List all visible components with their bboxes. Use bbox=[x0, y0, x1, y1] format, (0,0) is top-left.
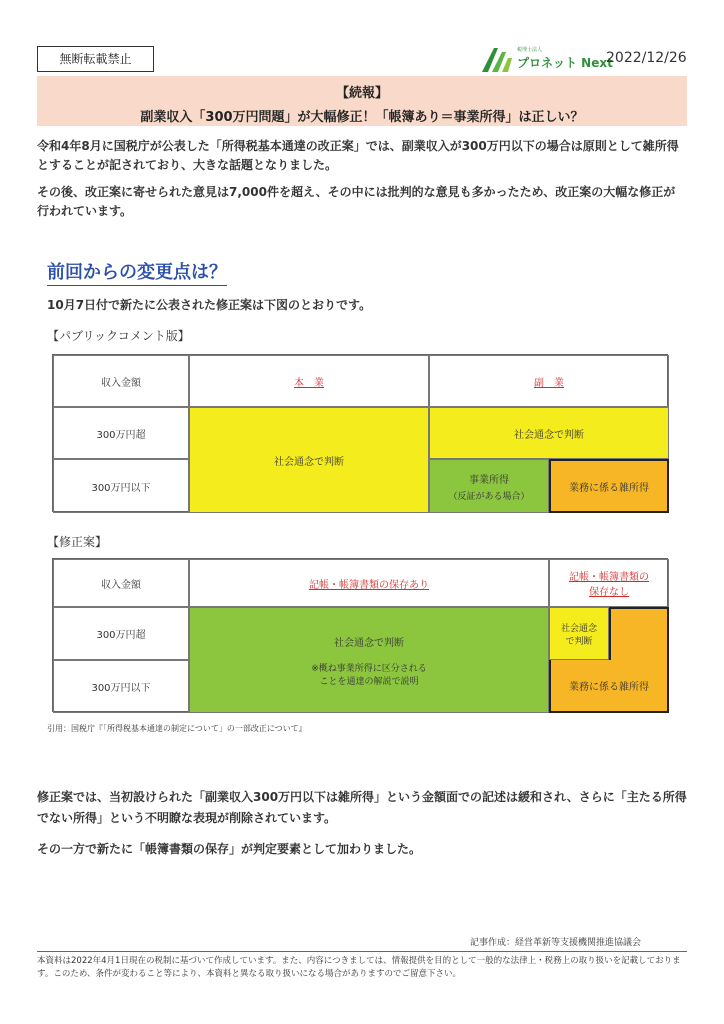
company-logo bbox=[480, 42, 613, 74]
publish-date: 2022/12/26 bbox=[606, 50, 687, 66]
conclusion-paragraph-1: 修正案では、当初設けられた「副業収入300万円以下は雑所得」という金額面での記述は緩和され、さらに「主たる所得でない所得」という不明瞭な表現が削除されています。 bbox=[37, 790, 687, 825]
conclusion-paragraph-2: その一方で新たに「帳簿書類の保存」が判定要素として加わりました。 bbox=[37, 842, 422, 856]
footer-divider bbox=[37, 951, 687, 952]
logo-mark-icon bbox=[480, 44, 514, 74]
public-comment-table bbox=[52, 354, 668, 512]
table2-header-books: 記帳・帳簿書類の保存あり bbox=[189, 559, 549, 607]
disclaimer: 本資料は2022年4月1日現在の税制に基づいて作成しています。また、内容につきましては、情報提供を目的として一般的な法律上・税務上の取り扱いを記載しております。このため、条件が変わること等により、本資料と異なる取り扱いになる場合がありますのでご留意下さい。 bbox=[37, 956, 681, 979]
section-subtext: 10月7日付で新たに公表された修正案は下図のとおりです。 bbox=[47, 298, 372, 312]
citation: 引用：国税庁『「所得税基本通達の制定について」の一部改正について』 bbox=[47, 724, 307, 733]
intro-paragraph-1: 令和4年8月に国税庁が公表した「所得税基本通達の改正案」では、副業収入が300万円以下の場合は原則として雑所得とすることが記されており、大きな話題となりました。 bbox=[37, 139, 679, 172]
table1-header-income: 収入金額 bbox=[53, 355, 189, 407]
section-heading: 前回からの変更点は？ bbox=[47, 258, 227, 286]
table2-misc-income: 業務に係る雑所得 bbox=[549, 660, 669, 713]
table2-small-judge: 社会通念 で判断 bbox=[549, 607, 609, 660]
table2-row-over: 300万円超 bbox=[53, 607, 189, 660]
logo-subtitle: 税理士法人 bbox=[517, 47, 543, 53]
table1-business-income: 事業所得 （反証がある場合） bbox=[429, 459, 549, 513]
table1-side-judge: 社会通念で判断 bbox=[429, 407, 669, 459]
table2-header-income: 収入金額 bbox=[53, 559, 189, 607]
intro-paragraph-2: その後、改正案に寄せられた意見は7,000件を超え、その中には批判的な意見も多かったため、改正案の大幅な修正が行われています。 bbox=[37, 185, 676, 218]
table2-row-under: 300万円以下 bbox=[53, 660, 189, 713]
article-author: 記事作成：経営革新等支援機関推進協議会 bbox=[470, 938, 642, 948]
table2-judge: 社会通念で判断 ※概ね事業所得に区分される ことを通達の解説で説明 bbox=[189, 607, 549, 713]
revised-table bbox=[52, 558, 668, 712]
logo-text: プロネット Next bbox=[517, 56, 613, 70]
table1-label: 【パブリックコメント版】 bbox=[47, 329, 190, 343]
table1-header-main: 本 業 bbox=[189, 355, 429, 407]
table1-row-over: 300万円超 bbox=[53, 407, 189, 459]
table1-row-under: 300万円以下 bbox=[53, 459, 189, 513]
table2-orange-upper bbox=[609, 607, 669, 660]
table1-main-judge: 社会通念で判断 bbox=[189, 407, 429, 513]
table1-header-side: 副 業 bbox=[429, 355, 669, 407]
article-title: 副業収入「300万円問題」が大幅修正！「帳簿あり＝事業所得」は正しい？ bbox=[140, 110, 584, 125]
table2-header-nobooks: 記帳・帳簿書類の 保存なし bbox=[549, 559, 669, 607]
table1-misc-income: 業務に係る雑所得 bbox=[549, 459, 669, 513]
table2-label: 【修正案】 bbox=[47, 535, 108, 549]
no-reproduction-stamp: 無断転載禁止 bbox=[37, 46, 154, 72]
banner-label: 【続報】 bbox=[335, 86, 388, 101]
title-banner bbox=[37, 76, 687, 126]
